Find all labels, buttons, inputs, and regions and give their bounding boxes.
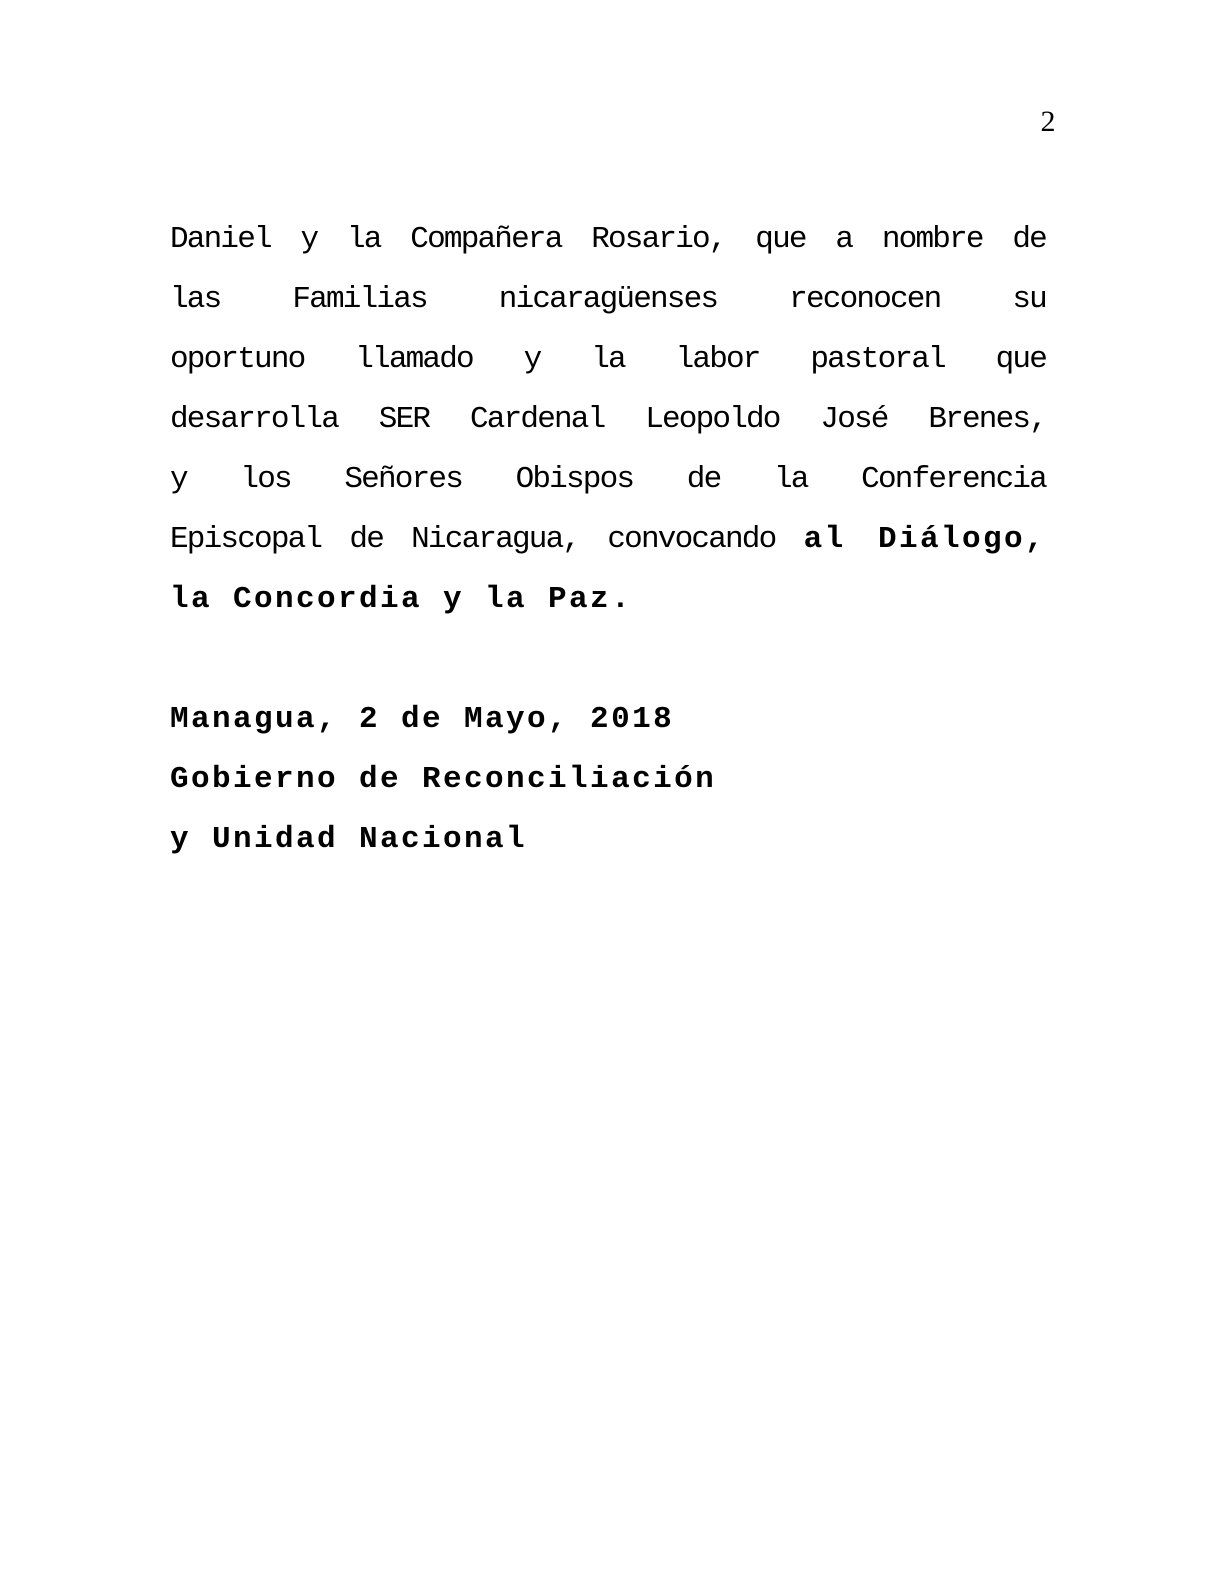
line-text: desarrolla SER Cardenal Leopoldo José Brenes,	[170, 402, 1046, 437]
paragraph-line	[170, 450, 1046, 510]
blank-line	[170, 630, 1046, 690]
line-text: oportuno llamado y la labor pastoral que	[170, 342, 1046, 377]
paragraph-line	[170, 510, 1046, 570]
line-text: y los Señores Obispos de la Conferencia	[170, 462, 1046, 497]
line-text: Daniel y la Compañera Rosario, que a nombre de	[170, 222, 1046, 257]
line-text: las Familias nicaragüenses reconocen su	[170, 282, 1046, 317]
paragraph-line	[170, 270, 1046, 330]
paragraph-line	[170, 570, 1046, 630]
line-text-emphasis: la Concordia y la Paz.	[170, 582, 633, 617]
paragraph-line	[170, 330, 1046, 390]
paragraph-line	[170, 390, 1046, 450]
body-text	[170, 210, 1046, 870]
page-number: 2	[1040, 105, 1056, 138]
line-text: Episcopal de Nicaragua, convocando	[170, 522, 804, 557]
line-text-emphasis: al Diálogo,	[803, 522, 1046, 557]
signature-text: Gobierno de Reconciliación	[170, 762, 717, 797]
signature-text: y Unidad Nacional	[170, 822, 528, 857]
signature-text: Managua, 2 de Mayo, 2018	[170, 702, 675, 737]
signature-line	[170, 810, 1046, 870]
signature-line	[170, 750, 1046, 810]
signature-line	[170, 690, 1046, 750]
paragraph-line	[170, 210, 1046, 270]
